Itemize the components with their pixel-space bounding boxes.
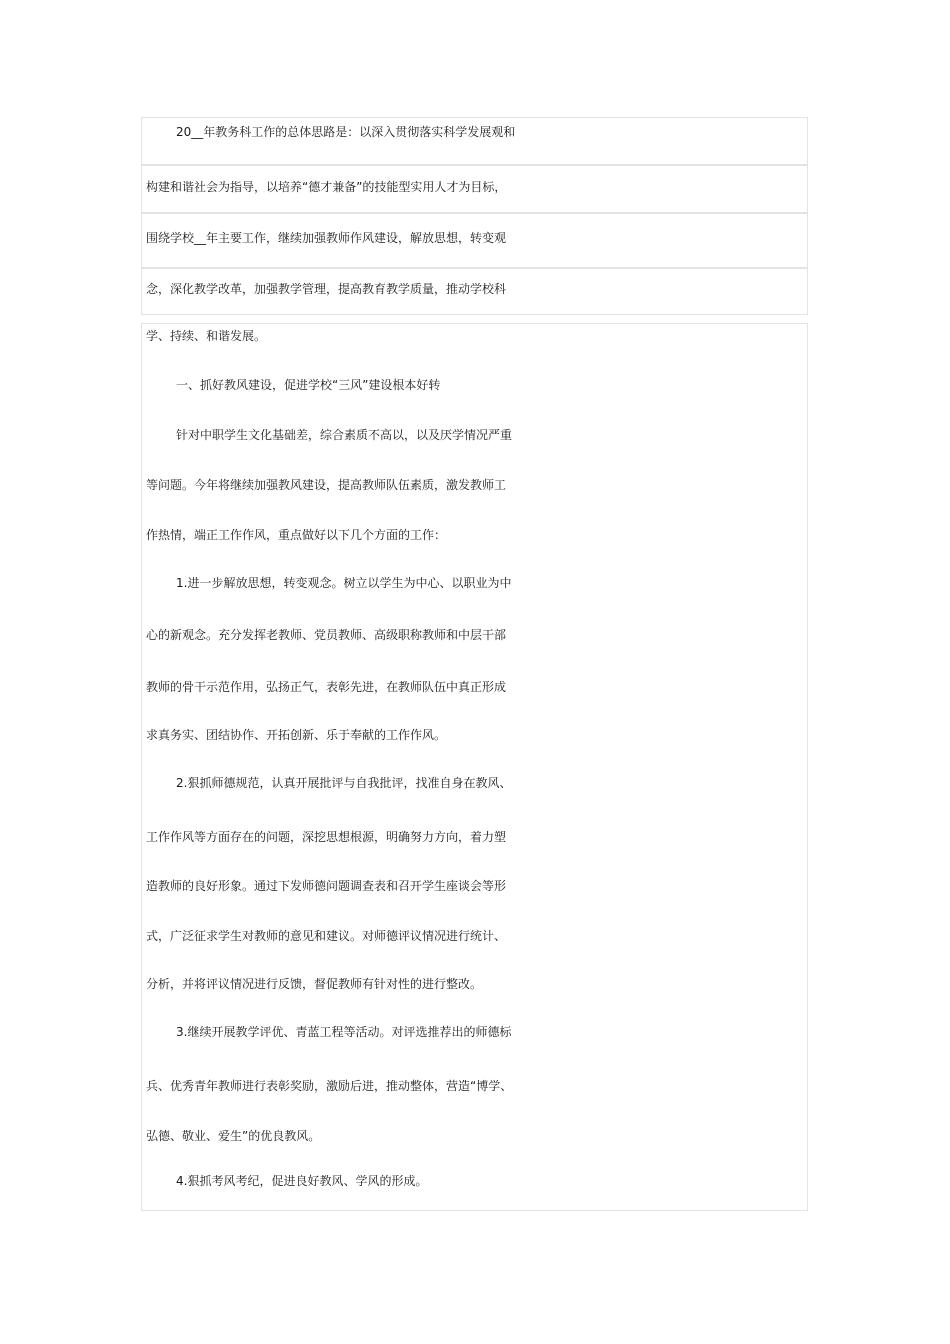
paragraph-line: 针对中职学生文化基础差，综合素质不高以，以及厌学情况严重 — [176, 428, 513, 442]
paragraph-line: 念，深化教学改革，加强教学管理，提高教育教学质量，推动学校科 — [146, 282, 507, 296]
paragraph-line: 兵、优秀青年教师进行表彰奖励，激励后进，推动整体，营造“博学、 — [146, 1079, 513, 1093]
paragraph-line: 围绕学校__年主要工作，继续加强教师作风建设，解放思想，转变观 — [146, 231, 507, 245]
paragraph-line: 学、持续、和谐发展。 — [146, 329, 267, 343]
paragraph-line: 1.进一步解放思想，转变观念。树立以学生为中心、以职业为中 — [176, 576, 512, 590]
paragraph-line: 等问题。今年将继续加强教风建设，提高教师队伍素质，激发教师工 — [146, 478, 507, 492]
paragraph-line: 20__年教务科工作的总体思路是：以深入贯彻落实科学发展观和 — [176, 125, 516, 139]
paragraph-line: 2.狠抓师德规范，认真开展批评与自我批评，找准自身在教风、 — [176, 776, 512, 790]
paragraph-line: 工作作风等方面存在的问题，深挖思想根源，明确努力方向，着力塑 — [146, 830, 507, 844]
paragraph-line: 求真务实、团结协作、开拓创新、乐于奉献的工作作风。 — [146, 728, 447, 742]
paragraph-line: 4.狠抓考风考纪，促进良好教风、学风的形成。 — [176, 1174, 428, 1188]
section-heading: 一、抓好教风建设，促进学校“三风”建设根本好转 — [176, 378, 441, 392]
paragraph-line: 构建和谐社会为指导，以培养“德才兼备”的技能型实用人才为目标， — [146, 180, 507, 194]
paragraph-line: 作热情，端正工作作风，重点做好以下几个方面的工作： — [146, 528, 447, 542]
paragraph-line: 分析，并将评议情况进行反馈，督促教师有针对性的进行整改。 — [146, 977, 483, 991]
paragraph-line: 造教师的良好形象。通过下发师德问题调查表和召开学生座谈会等形 — [146, 879, 507, 893]
paragraph-line: 3.继续开展教学评优、青蓝工程等活动。对评选推荐出的师德标 — [176, 1025, 512, 1039]
paragraph-line: 心的新观念。充分发挥老教师、党员教师、高级职称教师和中层干部 — [146, 628, 507, 642]
paragraph-line: 弘德、敬业、爱生”的优良教风。 — [146, 1129, 321, 1143]
paragraph-line: 教师的骨干示范作用，弘扬正气，表彰先进，在教师队伍中真正形成 — [146, 680, 507, 694]
paragraph-line: 式，广泛征求学生对教师的意见和建议。对师德评议情况进行统计、 — [146, 929, 507, 943]
